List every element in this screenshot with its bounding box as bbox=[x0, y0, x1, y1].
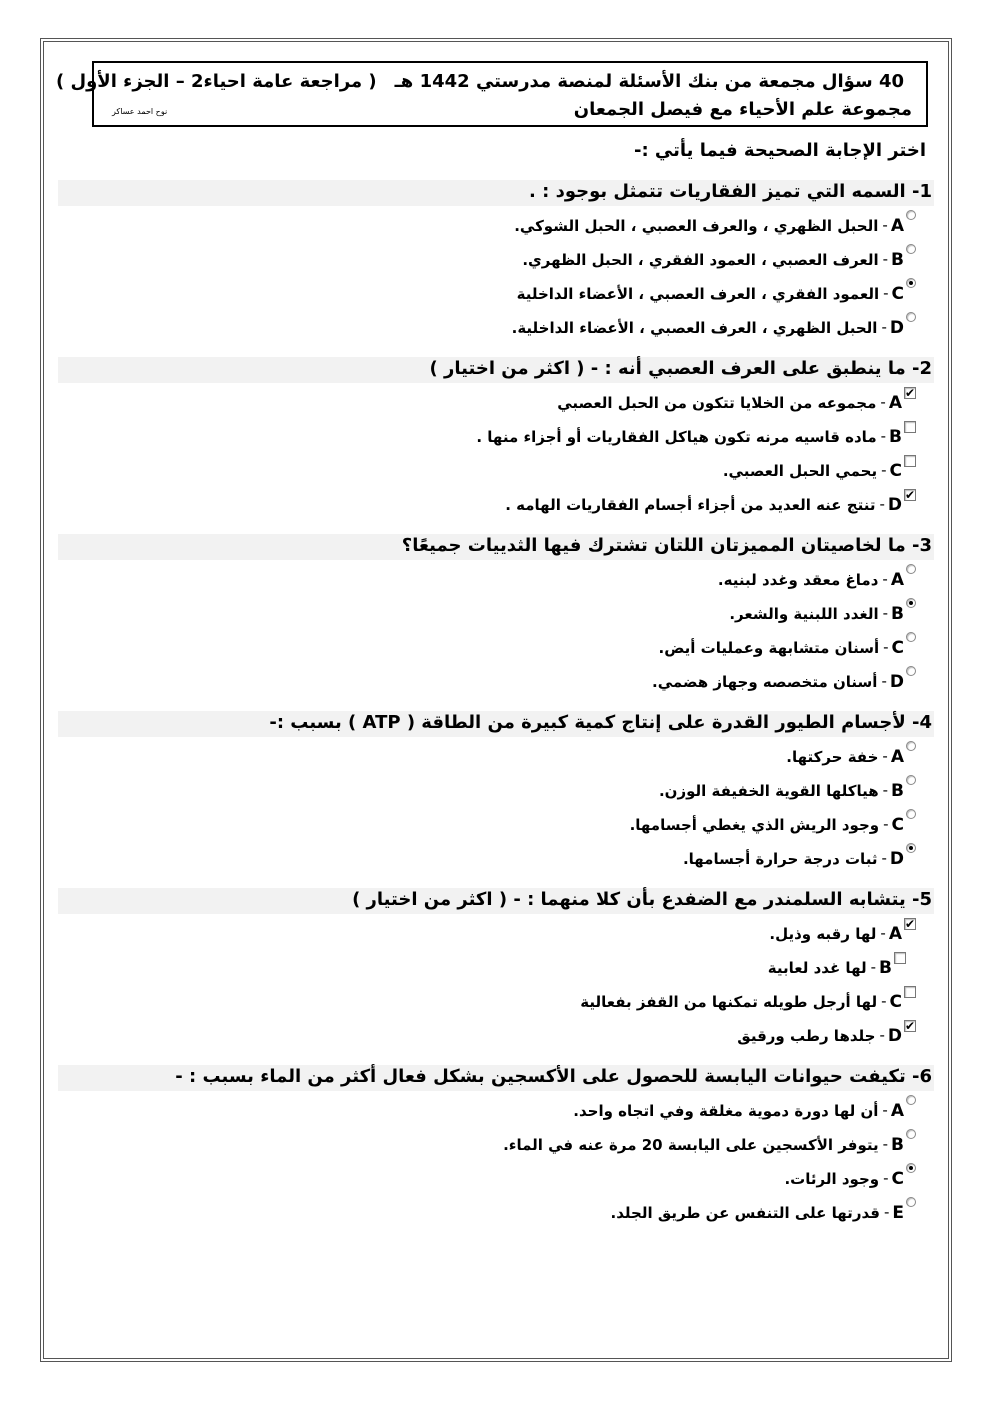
option-letter: B bbox=[891, 1135, 904, 1155]
question-3 bbox=[58, 534, 934, 560]
checkbox[interactable]: ✔ bbox=[904, 917, 915, 931]
option-letter: A bbox=[890, 216, 904, 236]
option-text: لها غدد لعابية bbox=[767, 959, 867, 977]
question-5-option-a[interactable] bbox=[769, 918, 916, 946]
option-text: خفة حركتها. bbox=[786, 748, 879, 766]
header-title-part2: ( مراجعة عامة احياء2 – الجزء الأول ) bbox=[55, 71, 377, 92]
question-4 bbox=[58, 711, 934, 737]
option-letter: B bbox=[891, 781, 904, 801]
checkbox[interactable] bbox=[904, 455, 916, 467]
option-separator: - bbox=[880, 393, 886, 411]
question-5-option-b[interactable] bbox=[768, 952, 906, 980]
option-letter: C bbox=[889, 461, 902, 481]
option-text: دماغ معقد وغدد لبنيه. bbox=[717, 571, 879, 589]
option-letter: C bbox=[891, 1169, 904, 1189]
option-letter: A bbox=[890, 1101, 904, 1121]
option-text: تنتج عنه العديد من أجزاء أجسام الفقاريات الهامه . bbox=[505, 496, 876, 514]
option-text: العرف العصبي ، العمود الفقري ، الحبل الظهري. bbox=[522, 251, 879, 269]
question-1 bbox=[58, 180, 934, 206]
option-separator: - bbox=[882, 747, 888, 765]
question-3-option-b[interactable] bbox=[729, 598, 916, 626]
option-letter: D bbox=[889, 318, 904, 338]
option-text: الغدد اللبنية والشعر. bbox=[729, 605, 879, 623]
question-6-option-a[interactable] bbox=[573, 1095, 916, 1123]
option-letter: B bbox=[889, 427, 902, 447]
option-text: أسنان متشابهة وعمليات أيض. bbox=[658, 639, 880, 657]
option-text: ثبات درجة حرارة أجسامها. bbox=[682, 850, 878, 868]
question-5 bbox=[58, 888, 934, 914]
page-border-inner bbox=[43, 41, 949, 1359]
question-3-option-c[interactable] bbox=[659, 632, 916, 660]
option-separator: - bbox=[882, 1135, 889, 1153]
checkbox[interactable]: ✔ bbox=[904, 386, 915, 400]
header-title-part1: 40 سؤال مجمعة من بنك الأسئلة لمنصة مدرستي 1442 هـ bbox=[394, 71, 904, 92]
option-letter: C bbox=[891, 638, 904, 658]
option-separator: - bbox=[881, 992, 887, 1010]
option-letter: D bbox=[889, 849, 904, 869]
option-text: الحبل الظهري ، والعرف العصبي ، الحبل الشوكي. bbox=[514, 217, 879, 235]
question-1-option-c[interactable] bbox=[517, 278, 916, 306]
option-letter: B bbox=[891, 604, 904, 624]
question-5-option-c[interactable] bbox=[580, 986, 916, 1014]
option-separator: - bbox=[881, 318, 887, 336]
option-separator: - bbox=[883, 284, 889, 302]
question-3-option-a[interactable] bbox=[718, 564, 916, 592]
option-text: أسنان متخصصه وجهاز هضمي. bbox=[652, 673, 878, 691]
question-6 bbox=[58, 1065, 934, 1091]
option-text: مجموعه من الخلايا تتكون من الحبل العصبي bbox=[557, 394, 877, 412]
radio-button[interactable] bbox=[906, 210, 916, 220]
option-separator: - bbox=[883, 1169, 889, 1187]
radio-button[interactable] bbox=[906, 775, 916, 785]
option-text: يحمي الحبل العصبي. bbox=[722, 462, 878, 480]
option-separator: - bbox=[882, 216, 888, 234]
option-letter: A bbox=[888, 924, 902, 944]
option-separator: - bbox=[880, 427, 887, 445]
option-separator: - bbox=[882, 1101, 888, 1119]
option-separator: - bbox=[882, 570, 888, 588]
option-letter: A bbox=[890, 747, 904, 767]
option-separator: - bbox=[882, 781, 889, 799]
question-text: 1- السمه التي تميز الفقاريات تتمثل بوجود : . bbox=[529, 181, 932, 202]
header-subtitle: مجموعة علم الأحياء مع فيصل الجمعان bbox=[573, 99, 912, 120]
checkbox[interactable] bbox=[904, 986, 916, 998]
radio-button[interactable] bbox=[906, 564, 916, 574]
option-text: ماده قاسيه مرنه تكون هياكل الفقاريات أو أجزاء منها . bbox=[476, 428, 877, 446]
option-letter: D bbox=[889, 672, 904, 692]
question-4-option-a[interactable] bbox=[786, 741, 916, 769]
radio-button[interactable] bbox=[906, 632, 916, 642]
option-letter: A bbox=[888, 393, 902, 413]
option-separator: - bbox=[879, 495, 885, 513]
option-text: العمود الفقري ، العرف العصبي ، الأعضاء الداخلية bbox=[516, 285, 880, 303]
question-6-option-b[interactable] bbox=[503, 1129, 916, 1157]
radio-button[interactable] bbox=[906, 666, 916, 676]
option-separator: - bbox=[879, 1026, 885, 1044]
question-2-option-c[interactable] bbox=[723, 455, 916, 483]
radio-button[interactable] bbox=[906, 1095, 916, 1105]
radio-button[interactable] bbox=[906, 598, 916, 608]
option-separator: - bbox=[880, 924, 886, 942]
question-3-option-d[interactable] bbox=[652, 666, 916, 694]
question-text: 5- يتشابه السلمندر مع الضفدع بأن كلا منهما : - ( اكثر من اختيار ) bbox=[352, 889, 932, 910]
question-2-option-a[interactable] bbox=[557, 387, 916, 415]
header-title bbox=[56, 71, 904, 92]
question-1-option-a[interactable] bbox=[514, 210, 916, 238]
option-letter: D bbox=[887, 1026, 902, 1046]
header-box bbox=[55, 61, 928, 127]
radio-button[interactable] bbox=[906, 843, 916, 853]
question-2-option-d[interactable] bbox=[505, 489, 916, 517]
question-text: 3- ما لخاصيتان المميزتان اللتان تشترك فيها الثدييات جميعًا؟ bbox=[401, 535, 932, 556]
option-separator: - bbox=[882, 604, 889, 622]
question-4-option-b[interactable] bbox=[659, 775, 916, 803]
option-letter: A bbox=[890, 570, 904, 590]
radio-button[interactable] bbox=[906, 312, 916, 322]
question-1-option-d[interactable] bbox=[512, 312, 916, 340]
option-separator: - bbox=[881, 672, 887, 690]
checkbox[interactable]: ✔ bbox=[904, 488, 915, 502]
checkbox[interactable] bbox=[894, 952, 906, 964]
option-text: الحبل الظهري ، العرف العصبي ، الأعضاء الداخلية. bbox=[511, 319, 878, 337]
radio-button[interactable] bbox=[906, 1163, 916, 1173]
option-text: هياكلها القوية الخفيفة الوزن. bbox=[658, 782, 879, 800]
option-separator: - bbox=[882, 250, 889, 268]
question-text: 2- ما ينطبق على العرف العصبي أنه : - ( اكثر من اختيار ) bbox=[429, 358, 932, 379]
radio-button[interactable] bbox=[906, 244, 916, 254]
option-separator: - bbox=[883, 638, 889, 656]
radio-button[interactable] bbox=[906, 1197, 916, 1207]
author-name: نوح احمد عساكر bbox=[112, 107, 168, 116]
option-text: قدرتها على التنفس عن طريق الجلد. bbox=[610, 1204, 880, 1222]
question-6-option-c[interactable] bbox=[784, 1163, 916, 1191]
question-4-option-c[interactable] bbox=[630, 809, 916, 837]
question-2 bbox=[58, 357, 934, 383]
option-text: أن لها دورة دموية مغلقة وفي اتجاه واحد. bbox=[573, 1102, 879, 1120]
question-5-option-d[interactable] bbox=[737, 1020, 916, 1048]
option-separator: - bbox=[881, 849, 887, 867]
question-1-option-b[interactable] bbox=[522, 244, 916, 272]
question-text: 6- تكيفت حيوانات اليابسة للحصول على الأكسجين بشكل فعال أكثر من الماء بسبب : - bbox=[175, 1066, 932, 1087]
question-text: 4- لأجسام الطيور القدرة على إنتاج كمية كبيرة من الطاقة ( ATP ) بسبب :- bbox=[269, 712, 932, 733]
option-text: وجود الريش الذي يغطي أجسامها. bbox=[629, 816, 880, 834]
option-letter: E bbox=[892, 1203, 904, 1223]
option-text: لها رقبه وذيل. bbox=[769, 925, 877, 943]
option-letter: C bbox=[889, 992, 902, 1012]
option-letter: D bbox=[887, 495, 902, 515]
option-separator: - bbox=[870, 958, 877, 976]
option-separator: - bbox=[883, 815, 889, 833]
option-letter: B bbox=[891, 250, 904, 270]
option-text: جلدها رطب ورقيق bbox=[737, 1027, 876, 1045]
option-letter: B bbox=[879, 958, 892, 978]
option-separator: - bbox=[881, 461, 887, 479]
option-letter: C bbox=[891, 815, 904, 835]
option-text: لها أرجل طويله تمكنها من القفز بفعالية bbox=[580, 993, 878, 1011]
instruction-text: اختر الإجابة الصحيحة فيما يأتي :- bbox=[634, 140, 926, 161]
radio-button[interactable] bbox=[906, 278, 916, 288]
radio-button[interactable] bbox=[906, 1129, 916, 1139]
option-letter: C bbox=[891, 284, 904, 304]
option-text: وجود الرئات. bbox=[784, 1170, 880, 1188]
option-text: يتوفر الأكسجين على اليابسة 20 مرة عنه في الماء. bbox=[503, 1136, 879, 1154]
checkbox[interactable] bbox=[904, 421, 916, 433]
radio-button[interactable] bbox=[906, 809, 916, 819]
option-separator: - bbox=[883, 1203, 890, 1221]
checkbox[interactable]: ✔ bbox=[904, 1019, 915, 1033]
question-6-option-e[interactable] bbox=[611, 1197, 916, 1225]
question-2-option-b[interactable] bbox=[476, 421, 916, 449]
question-4-option-d[interactable] bbox=[683, 843, 916, 871]
radio-button[interactable] bbox=[906, 741, 916, 751]
